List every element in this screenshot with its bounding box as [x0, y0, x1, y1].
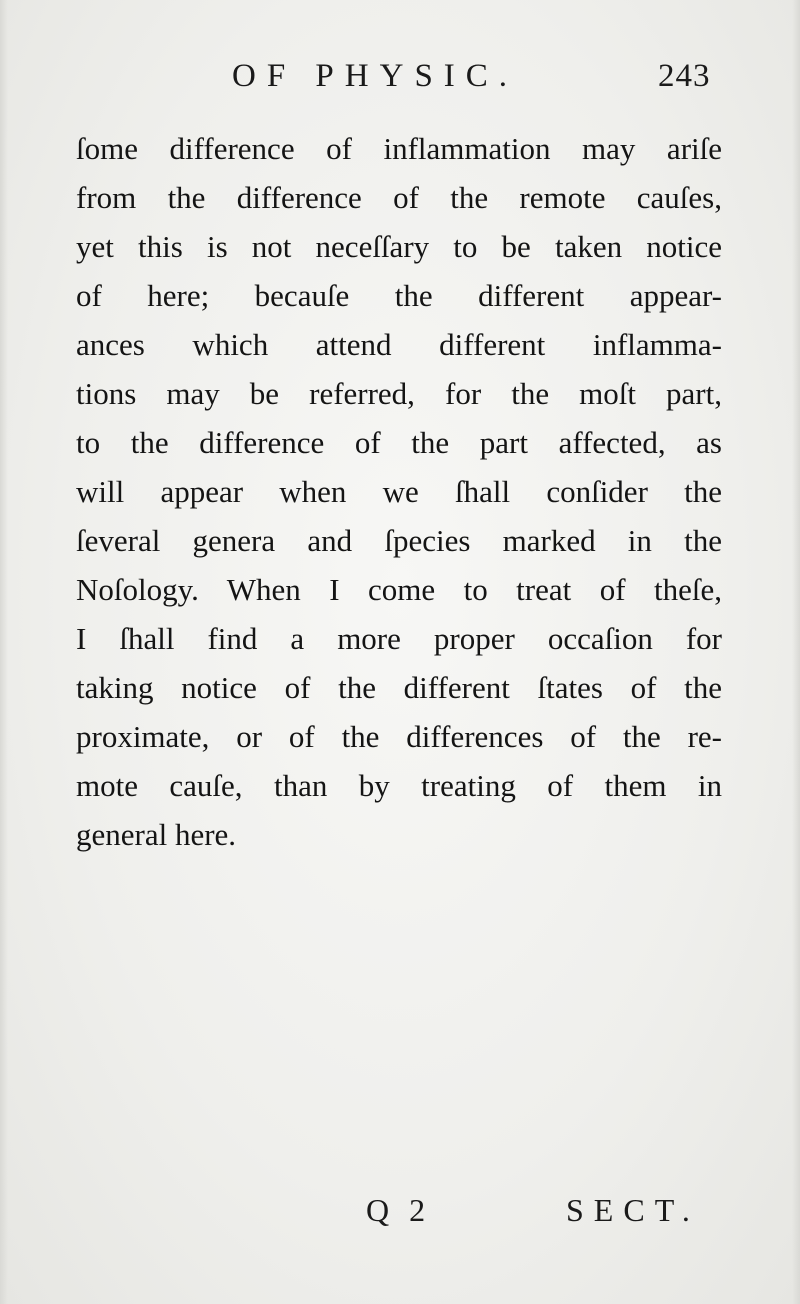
page-edge-right [792, 0, 800, 1304]
text-line-last: general here. [76, 817, 237, 852]
text-line: ances which attend different inflamma- [76, 327, 722, 362]
text-line: yet this is not neceſſary to be taken notice [76, 229, 722, 264]
text-line: mote cauſe, than by treating of them in [76, 768, 722, 803]
page-footer [0, 1192, 800, 1236]
text-line: I ſhall find a more proper occaſion for [76, 621, 722, 656]
text-line: Noſology. When I come to treat of theſe, [76, 572, 722, 607]
running-head [0, 58, 800, 102]
signature-mark: Q 2 [366, 1192, 432, 1228]
running-head-title: OF PHYSIC. [232, 58, 519, 94]
text-line: ſome difference of inflammation may ariſe [76, 131, 722, 166]
text-line: will appear when we ſhall conſider the [76, 474, 722, 509]
text-line: to the difference of the part affected, as [76, 425, 722, 460]
text-line: ſeveral genera and ſpecies marked in the [76, 523, 722, 558]
body-text [76, 124, 722, 859]
catchword: SECT. [566, 1192, 700, 1228]
text-line: of here; becauſe the different appear- [76, 278, 722, 313]
text-line: taking notice of the different ſtates of the [76, 670, 722, 705]
page-edge-left [0, 0, 8, 1304]
text-line: proximate, or of the differences of the re- [76, 719, 722, 754]
page-number: 243 [658, 58, 711, 94]
text-line: tions may be referred, for the moſt part, [76, 376, 722, 411]
text-line: from the difference of the remote cauſes, [76, 180, 722, 215]
